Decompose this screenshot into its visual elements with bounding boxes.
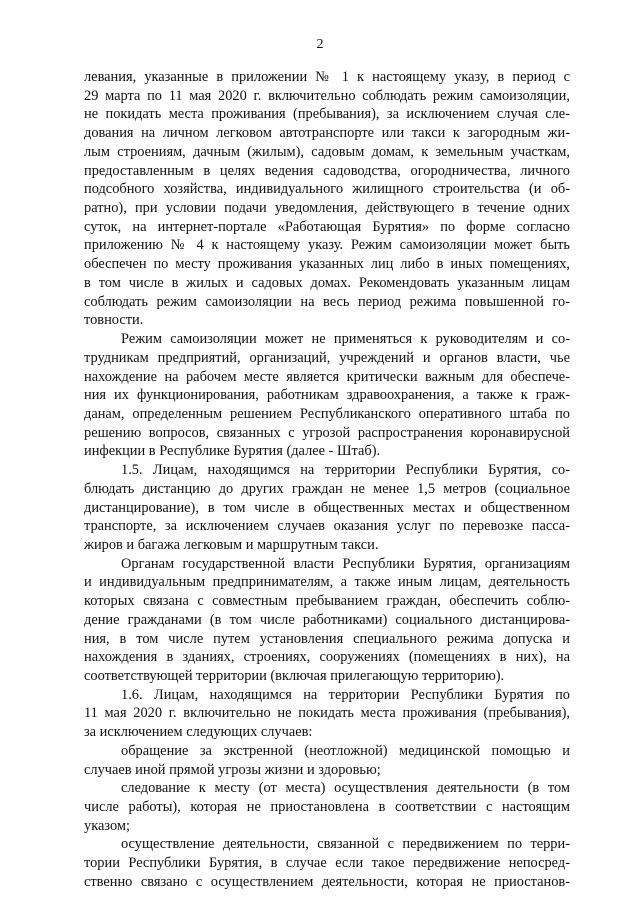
text-line: случаев иной прямой угрозы жизни и здоровью; xyxy=(84,761,381,778)
text-line: числе работы), которая не приостановлена в соответствии с настоящим xyxy=(84,799,570,816)
text-line: обеспечен по месту проживания указанных лиц либо в иных помещениях, xyxy=(84,256,570,273)
text-line: трудникам предприятий, организаций, учреждений и органов власти, чье xyxy=(84,349,570,366)
text-line: Режим самоизоляции может не применяться к руководителям и со- xyxy=(121,331,570,348)
text-line: 29 марта по 11 мая 2020 г. включительно соблюдать режим самоизоляции, xyxy=(84,87,570,104)
text-line: нахождение на рабочем месте является критически важным для обеспече- xyxy=(84,368,570,385)
text-line: дования на личном легковом автотранспорте или такси к загородным жи- xyxy=(84,125,570,142)
text-line: 11 мая 2020 г. включительно не покидать места проживания (пребывания), xyxy=(84,705,570,722)
page-number: 2 xyxy=(316,37,324,52)
text-line: указом; xyxy=(84,817,130,834)
text-line: 1.5. Лицам, находящимся на территории Республики Бурятия, со- xyxy=(121,462,570,479)
text-line: нахождения в зданиях, строениях, сооружениях (помещениях в них), на xyxy=(84,649,570,666)
text-line: соответствующей территории (включая прилегающую территорию). xyxy=(84,668,505,684)
text-line: которых связана с совместным пребыванием граждан, обеспечить соблю- xyxy=(84,593,570,610)
text-line: суток, на интернет-портале «Работающая Бурятия» по форме согласно xyxy=(84,218,570,235)
text-line: блюдать дистанцию до других граждан не менее 1,5 метров (социальное xyxy=(84,480,570,497)
text-line: транспорте, за исключением случаев оказания услуг по перевозке пасса- xyxy=(84,518,570,535)
text-line: ратно), при условии подачи уведомления, действующего в течение одних xyxy=(84,200,570,217)
text-line: за исключением следующих случаев: xyxy=(84,724,313,741)
text-line: осуществление деятельности, связанной с передвижением по терри- xyxy=(121,836,570,853)
text-line: предоставленным в целях ведения садоводства, огородничества, личного xyxy=(84,162,570,179)
text-line: приложению № 4 к настоящему указу. Режим самоизоляции может быть xyxy=(84,237,570,254)
text-line: товности. xyxy=(84,312,144,329)
text-line: жиров и багажа легковым и маршрутным такси. xyxy=(84,536,379,553)
text-line: ственно связано с осуществлением деятельности, которая не приостанов- xyxy=(84,873,570,890)
text-line: ния их функционирования, работникам здравоохранения, а также к граж- xyxy=(84,387,570,404)
text-line: левания, указанные в приложении № 1 к настоящему указу, в период с xyxy=(84,69,570,85)
text-line: решению вопросов, связанных с угрозой распространения коронавирусной xyxy=(84,424,570,441)
text-line: Органам государственной власти Республики Бурятия, организациям xyxy=(121,555,570,572)
text-line: не покидать места проживания (пребывания), за исключением случая сле- xyxy=(84,106,570,123)
text-line: лым строениям, дачным (жилым), садовым домам, к земельным участкам, xyxy=(84,143,570,160)
text-line: дение гражданами (в том числе работниками) социального дистанцирова- xyxy=(84,611,570,628)
text-line: дистанцирование), в том числе в общественных местах и общественном xyxy=(84,499,570,516)
text-line: инфекции в Республике Бурятия (далее - Штаб). xyxy=(84,443,381,460)
document-body xyxy=(84,68,570,892)
text-line: следование к месту (от места) осуществления деятельности (в том xyxy=(121,780,570,797)
text-line: 1.6. Лицам, находящимся на территории Республики Бурятия по xyxy=(121,686,570,703)
text-line: и индивидуальным предпринимателям, а также иным лицам, деятельность xyxy=(84,574,570,591)
text-line: в том числе в жилых и садовых домах. Рекомендовать указанным лицам xyxy=(84,274,570,291)
text-line: ния, в том числе путем установления специального режима допуска и xyxy=(84,630,570,647)
text-line: обращение за экстренной (неотложной) медицинской помощью и xyxy=(121,742,570,759)
text-line: тории Республики Бурятия, в случае если такое передвижение непосред- xyxy=(84,855,570,872)
text-line: подсобного хозяйства, индивидуального жилищного строительства (и об- xyxy=(84,181,570,198)
text-line: данам, определенным решением Республиканского оперативного штаба по xyxy=(84,405,570,422)
text-line: соблюдать режим самоизоляции на весь период режима повышенной го- xyxy=(84,293,570,310)
